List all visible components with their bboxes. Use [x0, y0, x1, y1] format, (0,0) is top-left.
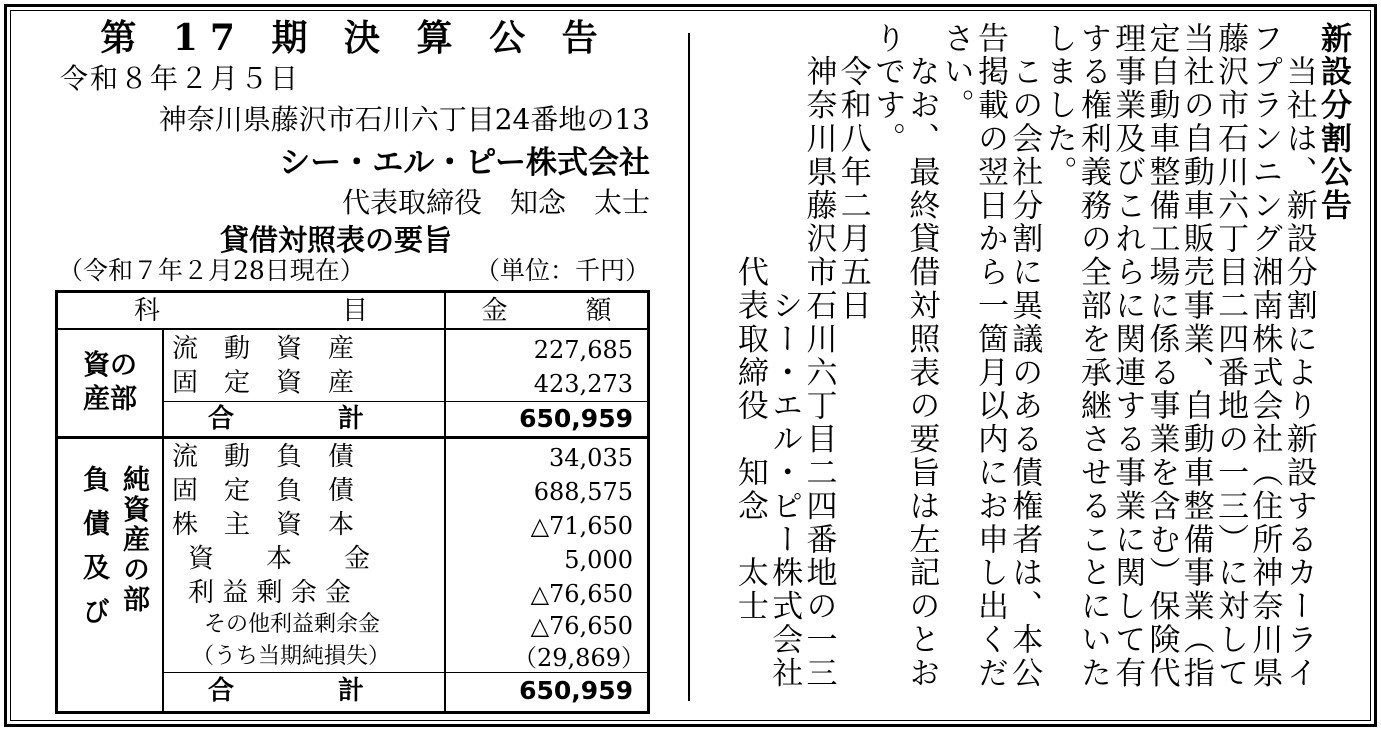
- notice-column: フプランニング湘南株式会社（住所神奈川県: [1246, 22, 1283, 690]
- liabilities-row-amount: △76,650: [530, 612, 633, 640]
- section-rule: [58, 436, 647, 439]
- demerger-notice-title: 新設分割公告: [1315, 22, 1351, 223]
- balance-sheet-unit: （単位：千円）: [474, 256, 650, 285]
- notice-column: 理事業及びこれらに関連する事業に関して有: [1109, 22, 1146, 690]
- notice-column: なお、最終貸借対照表の要旨は左記のとお: [903, 22, 940, 690]
- assets-total-amount: 650,959: [519, 404, 633, 433]
- header-rule: [58, 328, 647, 330]
- liabilities-group-label-right: 純資産の部: [118, 465, 149, 615]
- company-name: シー・エル・ピー株式会社: [279, 145, 650, 181]
- liabilities-total-label: 合 計: [208, 676, 365, 706]
- assets-group-label-bottom: 産部: [83, 384, 137, 415]
- notice-title: 第 17 期 決 算 公 告: [100, 17, 610, 59]
- assets-row-amount: 423,273: [533, 370, 633, 398]
- representative: 代表取締役 知念 太士: [341, 186, 650, 219]
- notice-column: りです。: [869, 22, 906, 156]
- liabilities-row-amount: 688,575: [533, 478, 633, 506]
- notice-column: シー・エル・ピー株式会社: [766, 22, 803, 690]
- notice-column: 藤沢市石川六丁目二四番地の一三）に対して: [1212, 22, 1249, 690]
- liabilities-row-amount: △71,650: [530, 512, 633, 540]
- notice-column: 神奈川県藤沢市石川六丁目二四番地の一三: [800, 22, 837, 690]
- liabilities-row-amount: 34,035: [549, 444, 633, 472]
- liabilities-row-amount: △76,650: [530, 580, 633, 608]
- amount-header: 金 額: [481, 296, 612, 326]
- company-address: 神奈川県藤沢市石川六丁目24番地の13: [158, 103, 650, 136]
- notice-column: 告掲載の翌日から一箇月以内にお申し出くだ: [972, 22, 1008, 690]
- account-header: 科 目: [133, 296, 368, 326]
- liabilities-row-label: 流 動 負 債: [172, 442, 355, 472]
- notice-column: この会社分割に異議のある債権者は、本公: [1006, 22, 1043, 690]
- notice-date: 令和８年２月５日: [60, 62, 301, 95]
- liabilities-row-label: その他利益剰余金: [204, 612, 381, 637]
- balance-sheet-table: [55, 290, 650, 714]
- assets-row-label: 流 動 資 産: [172, 334, 355, 364]
- liabilities-row-label: 株 主 資 本: [172, 510, 355, 540]
- liabilities-total-amount: 650,959: [519, 676, 633, 705]
- column-divider: [688, 33, 690, 701]
- notice-column: 代表取締役 知念 太士: [731, 22, 768, 624]
- group-column-rule: [162, 329, 164, 711]
- liabilities-row-amount: （29,869）: [513, 644, 645, 672]
- liabilities-row-label: 利 益 剰 余 金: [188, 578, 352, 608]
- liabilities-row-amount: 5,000: [564, 546, 633, 574]
- liabilities-row-label: 固 定 負 債: [172, 476, 355, 506]
- notice-column: 当社の自動車販売事業、自動車整備事業（指: [1177, 22, 1214, 690]
- notice-column: する権利義務の全部を承継させることにいた: [1074, 22, 1111, 690]
- notice-column: 当社は、新設分割により新設するカーライ: [1280, 22, 1317, 690]
- liabilities-group-label-left: 負債及び: [78, 465, 109, 641]
- balance-sheet-title: 貸借対照表の要旨: [220, 223, 453, 257]
- assets-row-amount: 227,685: [533, 336, 633, 364]
- amount-column-rule: [444, 293, 446, 711]
- notice-column: さい。: [937, 22, 974, 123]
- assets-total-label: 合 計: [208, 404, 365, 434]
- liabilities-row-label: 資 本 金: [188, 544, 371, 574]
- notice-column: しました。: [1040, 22, 1077, 189]
- notice-column: 定自動車整備工場に係る事業を含む）保険代: [1143, 22, 1180, 690]
- assets-row-label: 固 定 資 産: [172, 368, 355, 398]
- balance-sheet-date: （令和７年２月28日現在）: [58, 256, 365, 285]
- notice-column: 令和八年二月五日: [834, 22, 871, 323]
- assets-total-rule: [163, 401, 647, 402]
- assets-group-label-top: 資の: [83, 350, 137, 381]
- liabilities-row-label: （うち当期純損失）: [192, 644, 391, 669]
